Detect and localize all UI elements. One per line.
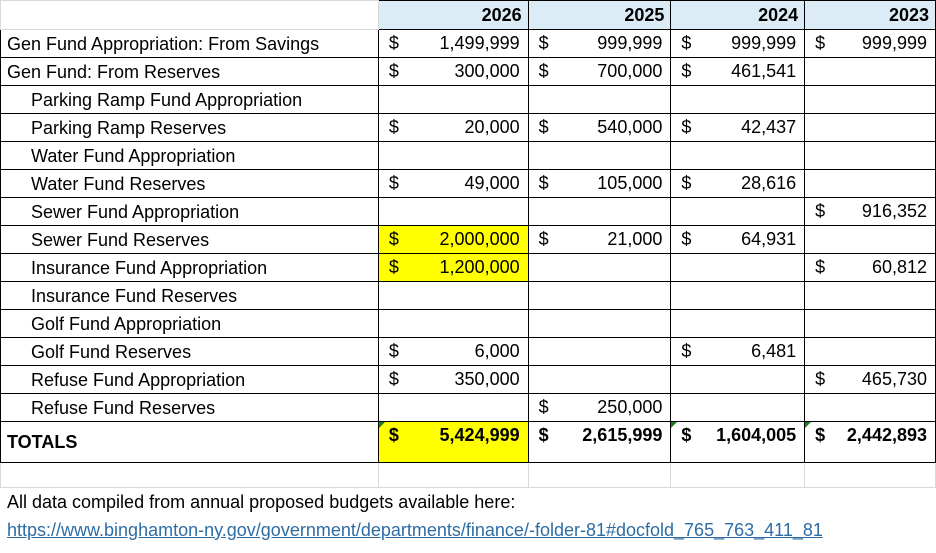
table-row xyxy=(1,226,936,254)
total-cell-2024[interactable] xyxy=(671,422,805,463)
currency-symbol: $ xyxy=(388,61,399,81)
amount-value: 49,000 xyxy=(464,173,520,193)
value-cell-2023[interactable] xyxy=(805,366,936,394)
row-label[interactable]: Golf Fund Appropriation xyxy=(1,310,379,338)
currency-symbol: $ xyxy=(815,425,826,445)
value-cell-2026[interactable] xyxy=(378,366,528,394)
amount-value: 999,999 xyxy=(861,33,927,53)
amount-value: 64,931 xyxy=(741,229,797,249)
currency-symbol: $ xyxy=(388,425,399,445)
amount-value: 300,000 xyxy=(454,61,520,81)
value-cell-2024[interactable] xyxy=(671,198,805,226)
value-cell-2025[interactable] xyxy=(528,142,671,170)
value-cell-2026[interactable] xyxy=(378,86,528,114)
value-cell-2026[interactable] xyxy=(378,394,528,422)
amount-value: 350,000 xyxy=(454,369,520,389)
row-label[interactable]: Parking Ramp Fund Appropriation xyxy=(1,86,379,114)
currency-symbol: $ xyxy=(388,341,399,361)
amount-value: 250,000 xyxy=(597,397,663,417)
amount-value: 105,000 xyxy=(597,173,663,193)
amount-value: 999,999 xyxy=(597,33,663,53)
totals-row xyxy=(1,422,936,463)
amount-value: 6,481 xyxy=(751,341,797,361)
amount-value: 28,616 xyxy=(741,173,797,193)
value-cell-2025[interactable] xyxy=(528,198,671,226)
value-cell-2024[interactable] xyxy=(671,226,805,254)
value-cell-2023[interactable] xyxy=(805,226,936,254)
amount-value: 916,352 xyxy=(861,201,927,221)
value-cell-2023[interactable] xyxy=(805,254,936,282)
amount-value: 20,000 xyxy=(464,117,520,137)
currency-symbol: $ xyxy=(681,117,692,137)
currency-symbol: $ xyxy=(388,229,399,249)
currency-symbol: $ xyxy=(388,173,399,193)
row-label[interactable]: Refuse Fund Reserves xyxy=(1,394,379,422)
year-header-2026[interactable]: 2026 xyxy=(378,1,528,30)
row-label[interactable]: Gen Fund Appropriation: From Savings xyxy=(1,30,379,58)
currency-symbol: $ xyxy=(815,33,826,53)
value-cell-2025[interactable] xyxy=(528,30,671,58)
header-corner-cell[interactable] xyxy=(1,1,379,30)
value-cell-2024[interactable] xyxy=(671,170,805,198)
amount-value: 2,615,999 xyxy=(582,425,663,445)
row-label[interactable]: Water Fund Appropriation xyxy=(1,142,379,170)
amount-value: 461,541 xyxy=(731,61,797,81)
value-cell-2025[interactable] xyxy=(528,86,671,114)
amount-value: 2,000,000 xyxy=(439,229,520,249)
year-header-2023[interactable]: 2023 xyxy=(805,1,936,30)
table-row xyxy=(1,86,936,114)
value-cell-2023[interactable] xyxy=(805,282,936,310)
total-cell-2026[interactable] xyxy=(378,422,528,463)
currency-symbol: $ xyxy=(815,369,826,389)
value-cell-2023[interactable] xyxy=(805,86,936,114)
empty-cell[interactable] xyxy=(671,463,805,488)
empty-row xyxy=(1,463,936,488)
empty-cell[interactable] xyxy=(528,463,671,488)
link-row xyxy=(1,516,936,544)
empty-cell[interactable] xyxy=(1,463,379,488)
year-header-2024[interactable]: 2024 xyxy=(671,1,805,30)
value-cell-2025[interactable] xyxy=(528,226,671,254)
amount-value: 2,442,893 xyxy=(846,425,927,445)
value-cell-2026[interactable] xyxy=(378,30,528,58)
value-cell-2023[interactable] xyxy=(805,114,936,142)
table-row xyxy=(1,142,936,170)
amount-value: 42,437 xyxy=(741,117,797,137)
value-cell-2023[interactable] xyxy=(805,310,936,338)
amount-value: 999,999 xyxy=(731,33,797,53)
table-row xyxy=(1,170,936,198)
currency-symbol: $ xyxy=(388,33,399,53)
value-cell-2026[interactable] xyxy=(378,254,528,282)
year-header-2025[interactable]: 2025 xyxy=(528,1,671,30)
table-row xyxy=(1,114,936,142)
table-row xyxy=(1,282,936,310)
table-row xyxy=(1,366,936,394)
total-cell-2023[interactable] xyxy=(805,422,936,463)
row-label[interactable]: Water Fund Reserves xyxy=(1,170,379,198)
value-cell-2023[interactable] xyxy=(805,394,936,422)
value-cell-2023[interactable] xyxy=(805,142,936,170)
currency-symbol: $ xyxy=(538,117,549,137)
value-cell-2023[interactable] xyxy=(805,170,936,198)
source-note: All data compiled from annual proposed budgets available here: xyxy=(1,488,936,516)
value-cell-2025[interactable] xyxy=(528,338,671,366)
note-row xyxy=(1,488,936,516)
value-cell-2025[interactable] xyxy=(528,170,671,198)
amount-value: 1,604,005 xyxy=(716,425,797,445)
value-cell-2024[interactable] xyxy=(671,338,805,366)
amount-value: 1,200,000 xyxy=(439,257,520,277)
row-label[interactable]: Gen Fund: From Reserves xyxy=(1,58,379,86)
amount-value: 700,000 xyxy=(597,61,663,81)
value-cell-2024[interactable] xyxy=(671,282,805,310)
row-label[interactable]: Insurance Fund Appropriation xyxy=(1,254,379,282)
value-cell-2026[interactable] xyxy=(378,282,528,310)
table-row xyxy=(1,394,936,422)
currency-symbol: $ xyxy=(815,201,826,221)
amount-value: 465,730 xyxy=(861,369,927,389)
value-cell-2023[interactable] xyxy=(805,30,936,58)
currency-symbol: $ xyxy=(538,229,549,249)
currency-symbol: $ xyxy=(815,257,826,277)
row-label[interactable]: Sewer Fund Reserves xyxy=(1,226,379,254)
value-cell-2026[interactable] xyxy=(378,310,528,338)
currency-symbol: $ xyxy=(681,173,692,193)
table-row xyxy=(1,310,936,338)
value-cell-2026[interactable] xyxy=(378,114,528,142)
value-cell-2024[interactable] xyxy=(671,310,805,338)
currency-symbol: $ xyxy=(681,229,692,249)
table-row xyxy=(1,254,936,282)
value-cell-2026[interactable] xyxy=(378,198,528,226)
currency-symbol: $ xyxy=(538,173,549,193)
value-cell-2025[interactable] xyxy=(528,114,671,142)
currency-symbol: $ xyxy=(681,33,692,53)
value-cell-2024[interactable] xyxy=(671,254,805,282)
totals-label[interactable]: TOTALS xyxy=(1,422,379,463)
value-cell-2024[interactable] xyxy=(671,394,805,422)
row-label[interactable]: Golf Fund Reserves xyxy=(1,338,379,366)
row-label[interactable]: Sewer Fund Appropriation xyxy=(1,198,379,226)
value-cell-2023[interactable] xyxy=(805,338,936,366)
table-row xyxy=(1,338,936,366)
value-cell-2024[interactable] xyxy=(671,30,805,58)
table-row xyxy=(1,198,936,226)
value-cell-2025[interactable] xyxy=(528,58,671,86)
amount-value: 5,424,999 xyxy=(439,425,520,445)
row-label[interactable]: Parking Ramp Reserves xyxy=(1,114,379,142)
value-cell-2023[interactable] xyxy=(805,198,936,226)
value-cell-2026[interactable] xyxy=(378,226,528,254)
source-link[interactable]: https://www.binghamton-ny.gov/government/departments/finance/-folder-81#docfold_765_763_411_81 xyxy=(1,516,936,544)
value-cell-2025[interactable] xyxy=(528,282,671,310)
currency-symbol: $ xyxy=(388,117,399,137)
amount-value: 540,000 xyxy=(597,117,663,137)
currency-symbol: $ xyxy=(538,397,549,417)
value-cell-2024[interactable] xyxy=(671,142,805,170)
value-cell-2024[interactable] xyxy=(671,86,805,114)
currency-symbol: $ xyxy=(388,257,399,277)
value-cell-2025[interactable] xyxy=(528,394,671,422)
value-cell-2026[interactable] xyxy=(378,58,528,86)
value-cell-2024[interactable] xyxy=(671,366,805,394)
table-row xyxy=(1,30,936,58)
value-cell-2023[interactable] xyxy=(805,58,936,86)
value-cell-2024[interactable] xyxy=(671,114,805,142)
value-cell-2024[interactable] xyxy=(671,58,805,86)
currency-symbol: $ xyxy=(681,61,692,81)
currency-symbol: $ xyxy=(538,61,549,81)
currency-symbol: $ xyxy=(388,369,399,389)
total-cell-2025[interactable] xyxy=(528,422,671,463)
currency-symbol: $ xyxy=(681,425,692,445)
amount-value: 60,812 xyxy=(871,257,927,277)
row-label[interactable]: Refuse Fund Appropriation xyxy=(1,366,379,394)
value-cell-2025[interactable] xyxy=(528,366,671,394)
currency-symbol: $ xyxy=(681,341,692,361)
value-cell-2026[interactable] xyxy=(378,142,528,170)
empty-cell[interactable] xyxy=(805,463,936,488)
empty-cell[interactable] xyxy=(378,463,528,488)
value-cell-2026[interactable] xyxy=(378,170,528,198)
amount-value: 6,000 xyxy=(474,341,520,361)
currency-symbol: $ xyxy=(538,33,549,53)
header-row xyxy=(1,1,936,30)
row-label[interactable]: Insurance Fund Reserves xyxy=(1,282,379,310)
amount-value: 1,499,999 xyxy=(439,33,520,53)
amount-value: 21,000 xyxy=(607,229,663,249)
value-cell-2025[interactable] xyxy=(528,310,671,338)
value-cell-2025[interactable] xyxy=(528,254,671,282)
table-row xyxy=(1,58,936,86)
currency-symbol: $ xyxy=(538,425,549,445)
value-cell-2026[interactable] xyxy=(378,338,528,366)
